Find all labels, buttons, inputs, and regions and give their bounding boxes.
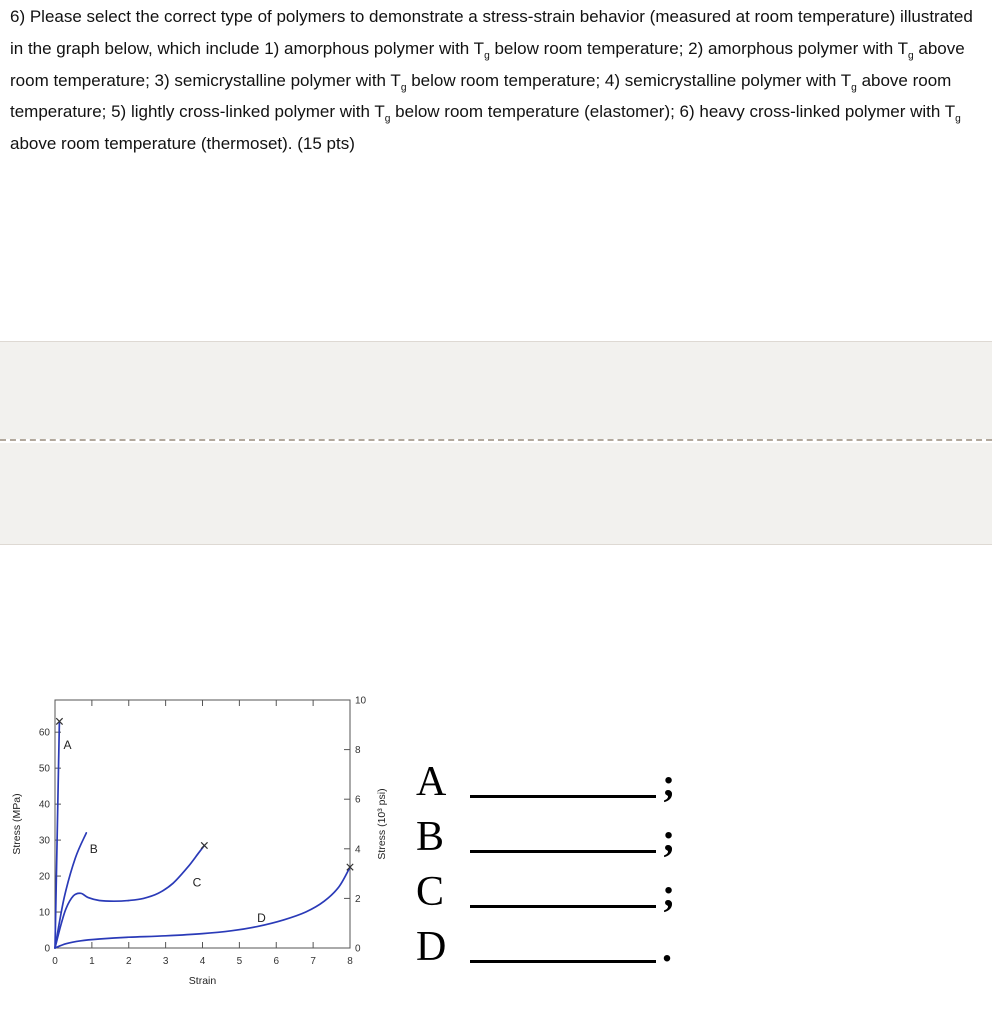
curve-D bbox=[55, 867, 350, 948]
answer-blank-line bbox=[470, 849, 656, 853]
subscript-g: g bbox=[851, 81, 857, 93]
stress-strain-chart bbox=[8, 690, 400, 1004]
answer-letter: A bbox=[416, 759, 447, 805]
x-tick-label: 2 bbox=[125, 956, 132, 967]
y-left-tick-label: 40 bbox=[38, 799, 50, 811]
stress-strain-figure bbox=[8, 690, 400, 1004]
curve-A bbox=[55, 721, 59, 948]
answer-blank-line bbox=[470, 904, 656, 908]
x-tick-label: 4 bbox=[199, 956, 206, 967]
answer-row bbox=[416, 748, 675, 803]
answer-letter: C bbox=[416, 869, 445, 915]
y-left-tick-label: 20 bbox=[38, 871, 50, 883]
y-left-tick-label: 0 bbox=[44, 943, 50, 955]
subscript-g: g bbox=[908, 50, 914, 62]
y-left-tick-label: 50 bbox=[38, 763, 50, 775]
x-tick-label: 0 bbox=[52, 956, 58, 967]
x-tick-label: 7 bbox=[310, 956, 316, 967]
answer-row bbox=[416, 803, 675, 858]
y-right-tick-label: 8 bbox=[355, 745, 361, 757]
y-right-tick-label: 2 bbox=[355, 893, 361, 905]
answer-response-area-bottom[interactable] bbox=[0, 443, 992, 545]
question-text: 6) Please select the correct type of polymers to demonstrate a stress-strain behavior (measured at room temperature) illustrated in the graph below, which include 1) amorphous polymer with $T_g$ below room temperature; 2) amorphous polymer with $T_g$ above room temperature; 3) semicrystalline polymer with $T_g$ below room temperature; 4) semicrystalline polymer with $T_g$ above room temperature; 5) lightly cross-linked polymer with $T_g$ below room temperature (elastomer); 6) heavy cross-linked polymer with $T_g$ above room temperature (thermoset). (15 pts) bbox=[10, 7, 973, 154]
curve-C bbox=[55, 846, 204, 949]
answer-response-area-top[interactable] bbox=[0, 341, 992, 439]
y-right-tick-label: 0 bbox=[355, 943, 361, 955]
y-left-tick-label: 60 bbox=[38, 727, 50, 739]
answer-blank-line bbox=[470, 959, 656, 963]
answer-letter: D bbox=[416, 924, 447, 970]
answer-row bbox=[416, 913, 675, 968]
y-right-tick-label: 4 bbox=[355, 844, 361, 856]
answer-blank-line bbox=[470, 794, 656, 798]
y-left-tick-label: 30 bbox=[38, 835, 50, 847]
y-axis-right-title: Stress (10³ psi) bbox=[376, 788, 388, 860]
tick-labels bbox=[39, 696, 367, 968]
y-axis-left-title: Stress (MPa) bbox=[11, 793, 23, 855]
x-tick-label: 5 bbox=[236, 956, 243, 967]
answer-punctuation: ; bbox=[662, 760, 676, 805]
answer-punctuation: . bbox=[662, 925, 672, 970]
subscript-g: g bbox=[955, 113, 961, 125]
curve-label-D: D bbox=[257, 911, 266, 926]
y-left-tick-label: 10 bbox=[38, 907, 50, 919]
x-tick-label: 1 bbox=[89, 956, 95, 967]
subscript-g: g bbox=[400, 81, 407, 93]
curve-label-B: B bbox=[89, 842, 98, 857]
x-tick-label: 6 bbox=[273, 956, 280, 967]
x-axis-title: Strain bbox=[188, 975, 217, 987]
x-tick-label: 3 bbox=[162, 956, 169, 967]
y-right-tick-label: 10 bbox=[355, 695, 367, 707]
answer-row bbox=[416, 858, 675, 913]
x-tick-label: 8 bbox=[347, 956, 353, 967]
answer-blanks-list bbox=[416, 748, 675, 968]
subscript-g: g bbox=[484, 50, 490, 62]
y-right-tick-label: 6 bbox=[355, 794, 361, 806]
dashed-separator bbox=[0, 439, 992, 441]
answer-letter: B bbox=[416, 814, 445, 860]
curve-label-A: A bbox=[63, 737, 72, 752]
fracture-mark-C bbox=[201, 842, 207, 848]
answer-punctuation: ; bbox=[662, 870, 676, 915]
subscript-g: g bbox=[384, 113, 391, 125]
plot-frame bbox=[55, 700, 350, 948]
curve-label-C: C bbox=[192, 875, 202, 890]
answer-punctuation: ; bbox=[662, 815, 676, 860]
axis-ticks bbox=[55, 700, 350, 948]
